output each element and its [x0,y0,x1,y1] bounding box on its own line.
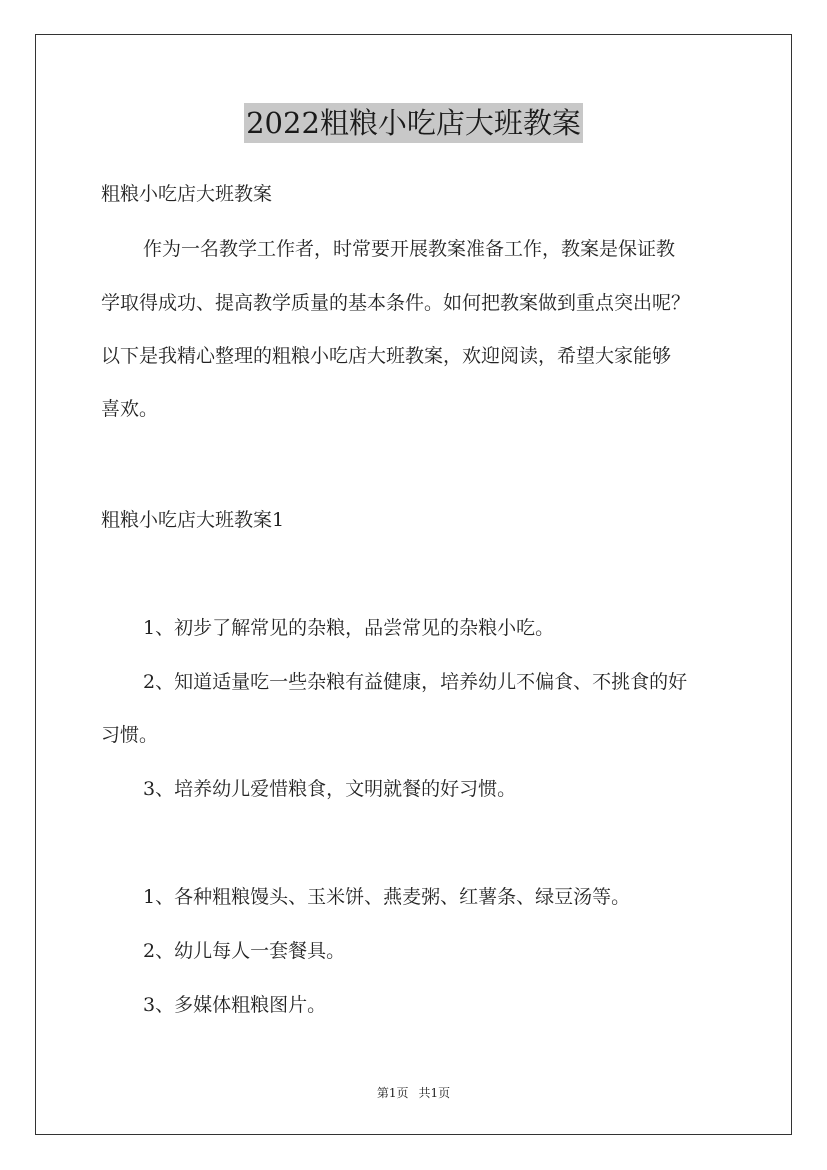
material-line-2: 2、幼儿每人一套餐具。 [143,940,346,962]
intro-line-4: 喜欢。 [101,398,159,420]
page-footer [0,1085,827,1101]
intro-line-2: 学取得成功、提高教学质量的基本条件。如何把教案做到重点突出呢？ [101,292,691,314]
document-subtitle: 粗粮小吃店大班教案 [101,183,273,205]
material-line-1: 1、各种粗粮馒头、玉米饼、燕麦粥、红薯条、绿豆汤等。 [143,886,631,908]
section-heading: 粗粮小吃店大班教案1 [101,509,285,531]
goal-line-3: 习惯。 [101,724,159,746]
goal-line-1: 1、初步了解常见的杂粮，品尝常见的杂粮小吃。 [143,617,555,639]
page-total: 共1页 [418,1086,451,1100]
title-container [0,103,827,143]
intro-line-3: 以下是我精心整理的粗粮小吃店大班教案，欢迎阅读，希望大家能够 [101,345,672,367]
material-line-3: 3、多媒体粗粮图片。 [143,994,327,1016]
goal-line-2: 2、知道适量吃一些杂粮有益健康，培养幼儿不偏食、不挑食的好 [143,671,688,693]
document-title: 2022粗粮小吃店大班教案 [244,103,583,143]
page-number: 第1页 [376,1086,409,1100]
intro-line-1: 作为一名教学工作者，时常要开展教案准备工作，教案是保证教 [143,238,676,260]
goal-line-4: 3、培养幼儿爱惜粮食，文明就餐的好习惯。 [143,778,517,800]
